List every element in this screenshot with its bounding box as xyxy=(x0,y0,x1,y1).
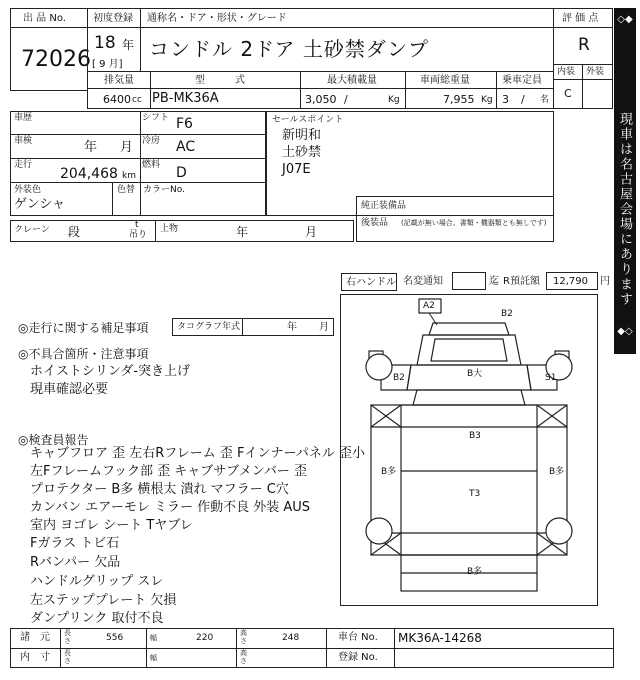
inspector-line-2: 左Fフレームフック部 歪 キャブサブメンバー 歪 xyxy=(30,464,308,479)
defect-line-2: 現車確認必要 xyxy=(30,382,109,397)
genuine-equipment-label: 純正装備品 xyxy=(361,201,407,211)
car-name: コンドル 2ドア 土砂禁ダンプ xyxy=(149,37,430,61)
sales-point-2: 土砂禁 xyxy=(282,145,322,160)
side-banner xyxy=(614,8,636,354)
damage-mark-b-large: B大 xyxy=(467,369,483,379)
max-load-value: 3,050 xyxy=(305,93,337,106)
ac-label: 冷房 xyxy=(142,136,161,146)
height-value: 248 xyxy=(282,633,300,643)
mileage-value: 204,468 xyxy=(60,166,118,182)
first-reg-year-unit: 年 xyxy=(122,38,135,52)
gvw-value: 7,955 xyxy=(443,93,475,106)
truck-diagram-svg xyxy=(341,295,597,605)
color-change-label: 色替 xyxy=(117,185,136,195)
ext-color-label: 外装色 xyxy=(14,185,42,195)
genuine-equipment-cell xyxy=(356,196,554,216)
interior-label-cell xyxy=(553,64,583,80)
damage-mark-b3: B3 xyxy=(469,431,481,441)
fuel-value: D xyxy=(176,165,187,181)
mileage-unit: km xyxy=(122,171,136,181)
side-banner-text: 現車は名古屋会場にあります xyxy=(617,112,632,307)
tachograph-month-unit: 月 xyxy=(319,322,329,333)
lot-label: 出 品 No. xyxy=(23,13,66,24)
height-label: 高さ xyxy=(240,629,247,645)
width-label: 幅 xyxy=(150,634,157,642)
inspector-line-5: 室内 ヨゴレ シート Tヤブレ xyxy=(30,518,193,533)
r-cost-unit: 円 xyxy=(600,276,610,287)
shift-label: シフト xyxy=(142,113,170,123)
upper-month-unit: 月 xyxy=(305,225,318,239)
displacement-label: 排気量 xyxy=(104,75,134,86)
history-label: 車歴 xyxy=(14,113,33,123)
inner-width-label: 幅 xyxy=(150,654,157,662)
windshield-shape xyxy=(431,339,507,361)
max-load-label: 最大積載量 xyxy=(327,75,377,86)
interior-grade-cell xyxy=(553,79,583,109)
driving-notes-label: ◎走行に関する補足事項 xyxy=(18,321,149,335)
crane-lift-unit: 吊り xyxy=(129,230,148,240)
damage-mark-b-many-left: B多 xyxy=(381,467,397,477)
inspection-month-unit: 月 xyxy=(120,140,134,155)
vehicle-desc-label-cell xyxy=(140,8,554,28)
width-value: 220 xyxy=(196,633,214,643)
first-reg-month: [ 9 月] xyxy=(92,59,123,70)
spec-divider xyxy=(87,88,554,89)
grade-value: R xyxy=(578,35,590,55)
steering-cell xyxy=(341,273,397,291)
inspector-line-1: キャブフロア 歪 左右Rフレーム 歪 Fインナーパネル 歪小 xyxy=(30,446,366,461)
registration-label: 登録 No. xyxy=(338,652,378,663)
inspector-line-6: Fガラス トビ石 xyxy=(30,536,120,551)
lot-number-cell xyxy=(10,27,91,91)
gvw-label: 車両総重量 xyxy=(420,75,470,86)
grade-label: 評 価 点 xyxy=(562,13,599,24)
interior-grade: C xyxy=(564,87,572,100)
front-left-wheel xyxy=(366,354,392,380)
damage-mark-s1: S1 xyxy=(545,373,557,383)
crane-stage-unit: 段 xyxy=(68,225,81,239)
displacement-value: 6400 xyxy=(103,93,131,106)
ac-value: AC xyxy=(176,139,196,155)
defect-line-1: ホイストシリンダ-突き上げ xyxy=(30,364,191,379)
r-cost-box xyxy=(546,272,598,290)
inspector-line-9: 左ステッププレート 欠損 xyxy=(30,593,177,608)
max-load-unit: Kg xyxy=(388,95,400,105)
upper-label: 上物 xyxy=(160,224,179,234)
vehicle-desc-label: 通称名・ドア・形状・グレード xyxy=(147,13,287,24)
name-change-label: 名変通知 xyxy=(403,276,443,287)
capacity-separator: / xyxy=(521,93,525,106)
dims-label: 諸 元 xyxy=(20,632,50,643)
transport-label: 迄 xyxy=(489,276,499,287)
name-change-box xyxy=(452,272,486,290)
upper-year-unit: 年 xyxy=(236,225,249,239)
r-cost-value: 12,790 xyxy=(553,276,588,287)
grade-cell xyxy=(553,27,613,65)
inspection-year-unit: 年 xyxy=(84,140,98,155)
side-banner-bottom-mark: ◆◇ xyxy=(617,326,633,337)
ext-color-value: ゲンシャ xyxy=(14,197,66,212)
crane-ton-unit: t xyxy=(135,220,139,230)
mileage-label: 走行 xyxy=(14,160,33,170)
displacement-unit: cc xyxy=(132,95,142,105)
chassis-number: MK36A-14268 xyxy=(398,631,482,645)
inspection-label: 車検 xyxy=(14,136,33,146)
exterior-grade-cell xyxy=(582,79,613,109)
gvw-unit: Kg xyxy=(481,95,493,105)
inspector-line-7: Rバンパー 欠品 xyxy=(30,555,121,570)
lot-number: 72026 xyxy=(21,47,91,72)
tachograph-cell xyxy=(172,318,334,336)
first-reg-cell xyxy=(87,27,141,72)
first-reg-label-cell xyxy=(87,8,141,28)
inner-length-label: 長さ xyxy=(64,649,71,665)
tachograph-label: タコグラフ年式 xyxy=(177,322,241,332)
defect-notes-label: ◎不具合箇所・注意事項 xyxy=(18,347,149,361)
side-banner-top-mark: ◇◆ xyxy=(617,14,633,25)
tachograph-year-unit: 年 xyxy=(287,322,297,333)
damage-mark-b2-cab: B2 xyxy=(501,309,513,319)
capacity-label: 乗車定員 xyxy=(502,75,542,86)
aftermarket-note: (記載が無い場合、書類・機器類とも無しです) xyxy=(401,219,547,227)
damage-mark-b2-left: B2 xyxy=(393,373,405,383)
cab-roof-shape xyxy=(429,323,509,335)
rear-right-wheel xyxy=(546,518,572,544)
aftermarket-label: 後装品 xyxy=(361,218,389,228)
shift-value: F6 xyxy=(176,116,193,132)
damage-mark-a2: A2 xyxy=(423,301,435,311)
sales-point-label: セールスポイント xyxy=(272,115,344,125)
color-no-label: カラーNo. xyxy=(143,185,185,195)
details-block xyxy=(10,111,266,183)
inspector-line-4: カンバン エアーモレ ミラー 作動不良 外装 AUS xyxy=(30,500,311,515)
first-reg-label: 初度登録 xyxy=(93,13,133,24)
sales-point-1: 新明和 xyxy=(282,128,322,143)
capacity-unit: 名 xyxy=(540,95,550,105)
model-label: 型 式 xyxy=(195,75,245,86)
damage-mark-b-many-rear: B多 xyxy=(467,567,483,577)
rear-left-wheel xyxy=(366,518,392,544)
aftermarket-cell xyxy=(356,215,554,242)
length-label: 長さ xyxy=(64,629,71,645)
damage-mark-t3: T3 xyxy=(469,489,481,499)
inspector-line-8: ハンドルグリップ スレ xyxy=(30,574,164,589)
exterior-label: 外装 xyxy=(586,67,605,77)
truck-diagram xyxy=(340,294,598,606)
inspector-report-label: ◎検査員報告 xyxy=(18,433,89,447)
grade-label-cell xyxy=(553,8,613,28)
interior-label: 内装 xyxy=(557,67,576,77)
lot-label-cell xyxy=(10,8,88,28)
model-value: PB-MK36A xyxy=(152,91,219,106)
inspector-line-10: ダンプリンク 取付不良 xyxy=(30,611,164,626)
car-name-cell xyxy=(140,27,554,72)
steering-value: 右ハンドル xyxy=(346,277,396,288)
crane-row xyxy=(10,220,354,242)
inspector-line-3: プロテクター B多 横根太 潰れ マフラー C穴 xyxy=(30,482,289,497)
first-reg-year: 18 xyxy=(94,33,116,53)
r-cost-label: R預託額 xyxy=(503,276,540,287)
sales-point-3: J07E xyxy=(282,162,311,177)
chassis-label: 車台 No. xyxy=(338,632,378,643)
exterior-label-cell xyxy=(582,64,613,80)
bumper-shape xyxy=(413,390,525,405)
crane-label: クレーン xyxy=(14,225,50,235)
length-value: 556 xyxy=(106,633,124,643)
max-load-separator: / xyxy=(344,93,348,106)
inner-dims-label: 内 寸 xyxy=(20,652,50,663)
damage-mark-b-many-right: B多 xyxy=(549,467,565,477)
capacity-value: 3 xyxy=(502,93,509,106)
fuel-label: 燃料 xyxy=(142,160,161,170)
inner-height-label: 高さ xyxy=(240,649,247,665)
